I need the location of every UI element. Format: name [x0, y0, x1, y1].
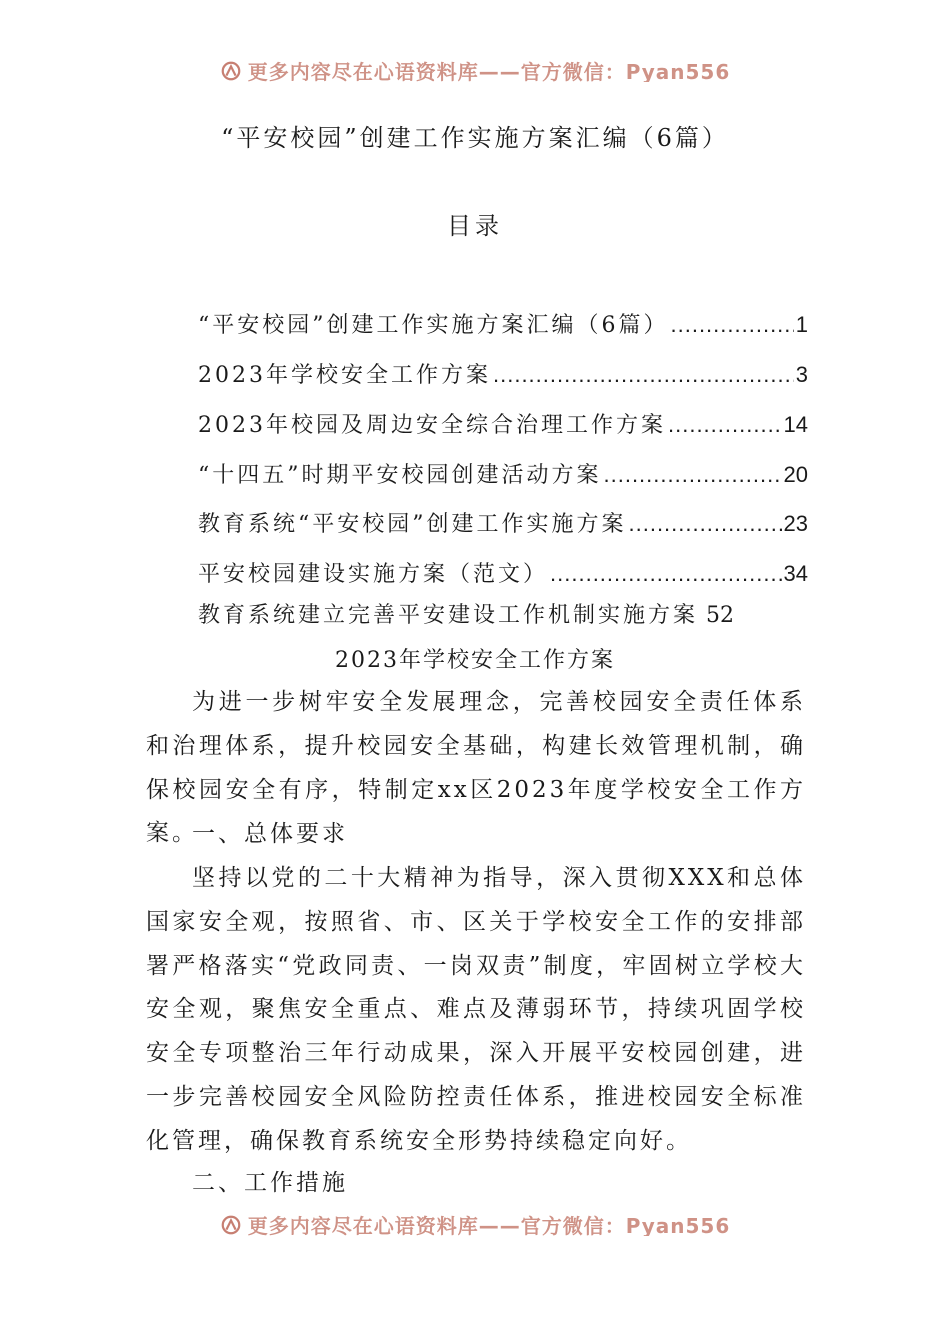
- brand-logo-icon: [220, 60, 242, 82]
- toc-leader-dots: [629, 511, 782, 537]
- watermark-text: 更多内容尽在心语资料库——官方微信：Pyan556: [247, 60, 731, 82]
- heading-text: 一、总体要求: [192, 821, 348, 847]
- toc-item[interactable]: [198, 598, 808, 632]
- watermark-text: 更多内容尽在心语资料库——官方微信：Pyan556: [247, 1214, 731, 1236]
- toc-leader-dots: [668, 412, 782, 438]
- document-title: “平安校园”创建工作实施方案汇编（6篇）: [221, 124, 729, 152]
- toc-leader-dots: [671, 312, 794, 338]
- bottom-watermark: [0, 1210, 950, 1236]
- toc-item-page: 34: [783, 561, 808, 586]
- toc-item[interactable]: [198, 358, 808, 392]
- toc-item-page: 1: [795, 312, 808, 337]
- toc-item[interactable]: [198, 308, 808, 342]
- toc-leader-dots: [604, 462, 782, 488]
- toc-item-page: 20: [783, 462, 808, 487]
- paragraph-text: 坚持以党的二十大精神为指导，深入贯彻XXX和总体国家安全观，按照省、市、区关于学校安全工作的安排部署严格落实“党政同责、一岗双责”制度，牢固树立学校大安全观，聚焦安全重点、难点及薄弱环节，持续巩固学校安全专项整治三年行动成果，深入开展平安校园创建，进一步完善校园安全风险防控责任体系，推进校园安全标准化管理，确保教育系统安全形势持续稳定向好。: [146, 865, 806, 1154]
- toc-leader-dots: [550, 561, 782, 587]
- toc-item[interactable]: [198, 458, 808, 492]
- heading-general-requirements: [146, 813, 806, 857]
- toc-item-label: 教育系统“平安校园”创建工作实施方案: [198, 512, 627, 537]
- heading-work-measures: [146, 1162, 806, 1206]
- toc-item-label: 教育系统建立完善平安建设工作机制实施方案: [198, 603, 699, 628]
- toc-item[interactable]: [198, 557, 808, 591]
- section-title: 2023年学校安全工作方案: [335, 648, 615, 673]
- general-requirements-paragraph: [146, 857, 806, 1164]
- toc-leader-dots: [493, 362, 794, 388]
- toc-item-page: 52: [706, 603, 735, 628]
- toc-item-label: 2023年学校安全工作方案: [198, 363, 491, 388]
- toc-item-label: “十四五”时期平安校园创建活动方案: [198, 463, 602, 488]
- toc-item-label: 平安校园建设实施方案（范文）: [198, 562, 549, 587]
- top-watermark: [0, 56, 950, 82]
- brand-logo-icon: [220, 1214, 242, 1236]
- toc-item[interactable]: [198, 408, 808, 442]
- toc-heading: 目录: [447, 212, 503, 240]
- toc-item-label: 2023年校园及周边安全综合治理工作方案: [198, 413, 666, 438]
- toc-item-label: “平安校园”创建工作实施方案汇编（6篇）: [198, 313, 669, 338]
- toc-item-page: 3: [795, 362, 808, 387]
- toc-item[interactable]: [198, 507, 808, 541]
- heading-text: 二、工作措施: [192, 1170, 348, 1196]
- toc-item-page: 23: [783, 511, 808, 536]
- toc-item-page: 14: [783, 412, 808, 437]
- intro-text: 为进一步树牢安全发展理念，完善校园安全责任体系和治理体系，提升校园安全基础，构建长效管理机制，确保校园安全有序，特制定xx区2023年度学校安全工作方案。: [146, 689, 806, 847]
